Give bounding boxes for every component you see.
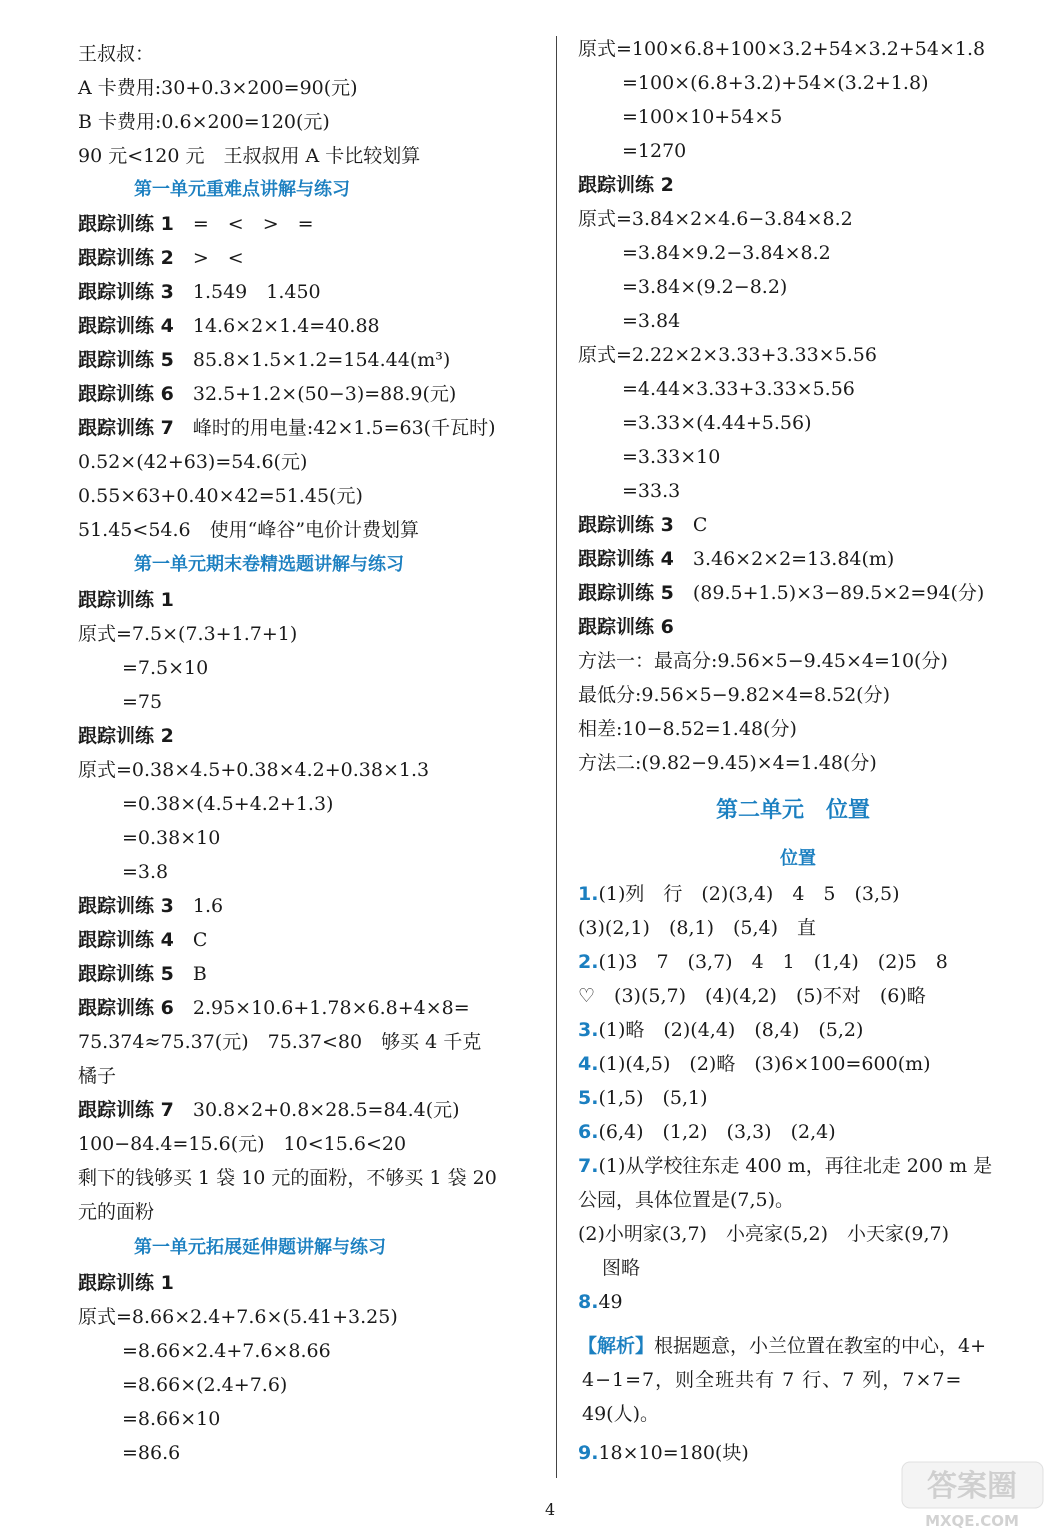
answer-line [78,961,207,987]
text-line: 100−84.4=15.6(元) 10<15.6<20 [78,1133,407,1155]
text-line: 原式=8.66×2.4+7.6×(5.41+3.25) [78,1306,398,1328]
text-line: =100×(6.8+3.2)+54×(3.2+1.8) [622,72,929,94]
exercise-label: 跟踪训练 5 [78,349,174,371]
exercise-label: 跟踪训练 3 [78,895,174,917]
text-line: =3.33×10 [622,446,721,468]
text-line: 0.52×(42+63)=54.6(元) [78,451,308,473]
text-line: A 卡费用:30+0.3×200=90(元) [78,77,358,99]
unit-title: 第二单元 位置 [716,798,871,823]
text-line: =3.84 [622,310,681,332]
answer-text: B [192,963,207,985]
answer-line [578,881,900,907]
question-number: 9. [578,1442,599,1464]
text-line: 原式=100×6.8+100×3.2+54×3.2+54×1.8 [578,38,986,60]
text-line: 4−1=7，则全班共有 7 行、7 列，7×7= [582,1369,963,1391]
exercise-label: 跟踪训练 4 [578,548,674,570]
exercise-label: 跟踪训练 4 [78,929,174,951]
answer-text: 30.8×2+0.8×28.5=84.4(元) [192,1099,460,1121]
watermark-logo [900,1460,1045,1530]
text-line: 元的面粉 [78,1201,155,1223]
exercise-label: 跟踪训练 6 [78,997,174,1019]
text-line: 方法二:(9.82−9.45)×4=1.48(分) [578,752,877,774]
answer-text: 32.5+1.2×(50−3)=88.9(元) [192,383,457,405]
question-number: 6. [578,1121,599,1143]
text-line: 75.374≈75.37(元) 75.37<80 够买 4 千克 [78,1031,482,1053]
text-line: =8.66×10 [122,1408,221,1430]
text-line: 原式=2.22×2×3.33+3.33×5.56 [578,344,877,366]
answer-line [578,1153,992,1179]
answer-text: > < [192,247,244,269]
answer-line [578,580,984,606]
exercise-label: 跟踪训练 1 [78,1272,174,1294]
answer-text: 峰时的用电量:42×1.5=63(千瓦时) [192,417,496,439]
answer-text: 49 [598,1291,623,1313]
exercise-label: 跟踪训练 7 [78,417,174,439]
answer-text: C [192,929,208,951]
exercise-label: 跟踪训练 5 [78,963,174,985]
answer-line [578,1289,623,1315]
exercise-label: 跟踪训练 4 [78,315,174,337]
text-line: 最低分:9.56×5−9.82×4=8.52(分) [578,684,890,706]
text-line: =1270 [622,140,687,162]
answer-text: (1)(4,5) (2)略 (3)6×100=600(m) [598,1053,931,1075]
exercise-label: 跟踪训练 3 [578,514,674,536]
question-number: 5. [578,1087,599,1109]
exercise-label: 跟踪训练 6 [578,616,674,638]
exercise-label: 跟踪训练 6 [78,383,174,405]
answer-line [578,1440,749,1466]
answer-text: 18×10=180(块) [598,1442,749,1464]
section-heading: 第一单元期末卷精选题讲解与练习 [134,554,404,575]
answer-text: C [692,514,708,536]
text-line: =3.84×9.2−3.84×8.2 [622,242,831,264]
exercise-label: 跟踪训练 5 [578,582,674,604]
question-number: 7. [578,1155,599,1177]
exercise-label: 跟踪训练 2 [78,247,174,269]
answer-line [578,1085,708,1111]
text-line: =0.38×10 [122,827,221,849]
text-line: 51.45<54.6 使用“峰谷”电价计费划算 [78,519,420,541]
text-line: =33.3 [622,480,681,502]
exercise-label: 跟踪训练 1 [78,589,174,611]
answer-text: 1.6 [192,895,224,917]
text-line: =3.84×(9.2−8.2) [622,276,788,298]
answer-line [78,415,496,441]
answer-text: (89.5+1.5)×3−89.5×2=94(分) [692,582,985,604]
question-number: 4. [578,1053,599,1075]
answer-line [78,381,456,407]
text-line: 原式=3.84×2×4.6−3.84×8.2 [578,208,853,230]
question-number: 3. [578,1019,599,1041]
text-line: 王叔叔： [78,43,155,65]
answer-text: 1.549 1.450 [192,281,321,303]
exercise-label: 跟踪训练 2 [78,725,174,747]
text-line: 90 元<120 元 王叔叔用 A 卡比较划算 [78,145,421,167]
analysis-line [578,1333,986,1359]
text-line: 原式=0.38×4.5+0.38×4.2+0.38×1.3 [78,759,430,781]
question-number: 2. [578,951,599,973]
analysis-text: 根据题意，小兰位置在教室的中心，4+ [654,1335,987,1357]
answer-text: = < > = [192,213,314,235]
answer-text: (1)3 7 (3,7) 4 1 (1,4) (2)5 8 [598,951,948,973]
exercise-label: 跟踪训练 1 [78,213,174,235]
text-line: =100×10+54×5 [622,106,783,128]
text-line: =8.66×2.4+7.6×8.66 [122,1340,331,1362]
answer-line [78,347,450,373]
svg-text:答案圈: 答案圈 [927,1469,1017,1504]
section-heading: 第一单元重难点讲解与练习 [134,179,350,200]
answer-line [578,546,894,572]
text-line: 公园，具体位置是(7,5)。 [578,1189,795,1211]
exercise-label: 跟踪训练 7 [78,1099,174,1121]
text-line: 0.55×63+0.40×42=51.45(元) [78,485,363,507]
subsection-title: 位置 [780,848,816,869]
text-line: 方法一：最高分:9.56×5−9.45×4=10(分) [578,650,948,672]
answer-line [78,211,314,237]
answer-line [578,1051,931,1077]
question-number: 8. [578,1291,599,1313]
text-line: B 卡费用:0.6×200=120(元) [78,111,330,133]
answer-line [578,949,948,975]
text-line: =86.6 [122,1442,181,1464]
answer-line [578,512,707,538]
analysis-tag: 【解析】 [578,1335,655,1357]
answer-line [78,313,380,339]
answer-text: (1)列 行 (2)(3,4) 4 5 (3,5) [598,883,900,905]
answer-text: (1,5) (5,1) [598,1087,708,1109]
answer-line [78,245,244,271]
text-line: (3)(2,1) (8,1) (5,4) 直 [578,917,817,939]
answer-text: 14.6×2×1.4=40.88 [192,315,380,337]
text-line: =0.38×(4.5+4.2+1.3) [122,793,334,815]
answer-line [578,1017,863,1043]
column-divider [556,36,557,1478]
text-line: (2)小明家(3,7) 小亮家(5,2) 小天家(9,7) [578,1223,950,1245]
answer-text: (6,4) (1,2) (3,3) (2,4) [598,1121,836,1143]
answer-line [78,893,223,919]
text-line: =3.33×(4.44+5.56) [622,412,812,434]
text-line: 图略 [602,1257,641,1279]
text-line: 相差:10−8.52=1.48(分) [578,718,797,740]
text-line: =8.66×(2.4+7.6) [122,1374,288,1396]
svg-text:MXQE.COM: MXQE.COM [925,1512,1019,1530]
section-heading: 第一单元拓展延伸题讲解与练习 [134,1237,386,1258]
answer-line [578,1119,836,1145]
answer-text: 3.46×2×2=13.84(m) [692,548,895,570]
text-line: =4.44×3.33+3.33×5.56 [622,378,855,400]
answer-line [78,279,321,305]
answer-line [78,1097,460,1123]
exercise-label: 跟踪训练 2 [578,174,674,196]
text-line: =75 [122,691,163,713]
text-line: ♡ (3)(5,7) (4)(4,2) (5)不对 (6)略 [578,985,926,1007]
page-number: 4 [545,1500,556,1519]
question-number: 1. [578,883,599,905]
answer-line [78,927,207,953]
text-line: =3.8 [122,861,169,883]
text-line: =7.5×10 [122,657,209,679]
answer-text: (1)略 (2)(4,4) (8,4) (5,2) [598,1019,864,1041]
text-line: 橘子 [78,1065,117,1087]
text-line: 原式=7.5×(7.3+1.7+1) [78,623,298,645]
answer-line [78,995,470,1021]
answer-text: 2.95×10.6+1.78×6.8+4×8= [192,997,470,1019]
answer-text: (1)从学校往东走 400 m，再往北走 200 m 是 [598,1155,993,1177]
answer-text: 85.8×1.5×1.2=154.44(m³) [192,349,451,371]
exercise-label: 跟踪训练 3 [78,281,174,303]
text-line: 49(人)。 [582,1403,660,1425]
text-line: 剩下的钱够买 1 袋 10 元的面粉，不够买 1 袋 20 [78,1167,497,1189]
